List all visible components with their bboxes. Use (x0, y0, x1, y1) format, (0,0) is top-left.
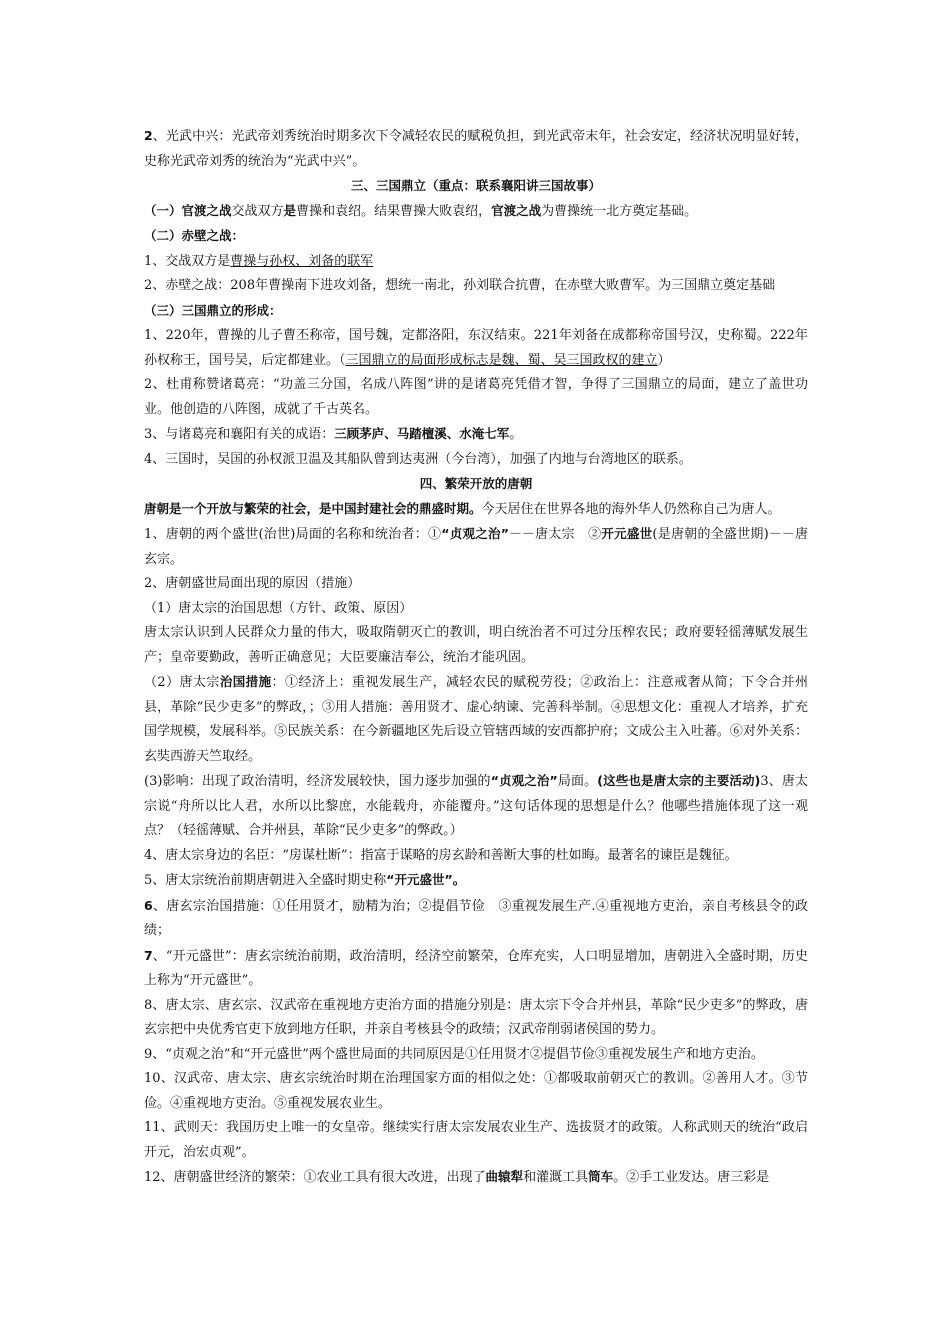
bold-term: 开元盛世 (601, 526, 653, 541)
paragraph-tang-2-3 (144, 769, 808, 844)
paragraph-tang-10: 10、汉武帝、唐太宗、唐玄宗统治时期在治理国家方面的相似之处：①都吸取前朝灭亡的教训。②善用人才。③节俭。④重视地方吏治。⑤重视发展农业生。 (144, 1071, 808, 1111)
text: 为曹操统一北方奠定基础。 (541, 203, 698, 219)
text: 3、与诸葛亮和襄阳有关的成语： (144, 427, 335, 442)
paragraph-tang-intro (144, 497, 808, 523)
underlined-text: 三国鼎立的局面形成标志是魏、蜀、吴三国政权的建立 (345, 352, 658, 368)
text: 曹操和袁绍。结果曹操大败袁绍， (296, 203, 492, 219)
item-number: 7 (144, 947, 153, 963)
text: ） (657, 352, 671, 368)
text: 1、唐朝的两个盛世(治世)局面的名称和统治者：① (144, 527, 442, 542)
bold-term: （三）三国鼎立的形成： (144, 302, 282, 318)
paragraph-tang-1 (144, 522, 808, 572)
item-number: 6 (144, 897, 153, 913)
text: 、“开元盛世”：唐玄宗统治前期，政治清明，经济空前繁荣，仓库充实，人口明显增加，唐朝进入全盛时期，历史上称为“开元盛世”。 (144, 948, 808, 988)
underlined-text: 曹操与孙权、刘备的联军 (230, 253, 374, 269)
paragraph-tang-2-1-text: 唐太宗认识到人民群众力量的伟大，吸取隋朝灭亡的教训，明白统治者不可过分压榨农民；政府要轻徭薄赋发展生产；皇帝要勤政，善听正确意见；大臣要廉洁奉公，统治才能巩固。 (144, 625, 808, 665)
paragraph-formation-2: 2、杜甫称赞诸葛亮：“功盖三分国，名成八阵图”讲的是诸葛亮凭借才智，争得了三国鼎立的局面，建立了盖世功业。他创造的八阵图，成就了千古英名。 (144, 377, 808, 417)
paragraph-formation-1 (144, 324, 808, 373)
text: 5、唐太宗统治前期唐朝进入全盛时期史称 (144, 873, 387, 888)
bold-term: “开元盛世”。 (386, 872, 466, 887)
subheading-formation (144, 299, 808, 325)
bold-term: 三顾茅庐、马踏檀溪、水淹七军 (334, 426, 510, 441)
text: 。 (509, 427, 523, 442)
paragraph-chibi-1 (144, 250, 808, 275)
text: 、光武中兴：光武帝刘秀统治时期多次下令减轻农民的赋税负担，到光武帝末年，社会安定，经济状况明显好转，史称光武帝刘秀的统治为“光武中兴”。 (144, 129, 808, 169)
bold-term: “贞观之治” (441, 526, 509, 541)
item-number: 2 (144, 128, 153, 143)
paragraph-formation-3 (144, 422, 808, 448)
section-heading-tang: 四、繁荣开放的唐朝 (419, 476, 533, 491)
paragraph-tang-4: 4、唐太宗身边的名臣：“房谋杜断”：指富于谋略的房玄龄和善断大事的杜如晦。最著名的谏臣是魏征。 (144, 847, 738, 863)
section-heading-three-kingdoms: 三、三国鼎立（重点：联系襄阳讲三国故事） (350, 178, 601, 193)
text: 。②手工业发达。唐三彩是 (613, 1170, 770, 1185)
text: 交战双方 (231, 203, 284, 219)
paragraph-tang-8: 8、唐太宗、唐玄宗、汉武帝在重视地方吏治方面的措施分别是：唐太宗下令合并州县，革除“民少吏多”的弊政，唐玄宗把中央优秀官吏下放到地方任职，并亲自考核县令的政绩；汉武帝削弱诸侯国的势力。 (144, 997, 808, 1037)
text: (是唐朝的全盛世期)－－唐玄宗。 (144, 527, 808, 567)
subheading-chibi (144, 224, 808, 250)
text: ：①经济上：重视发展生产，减轻农民的赋税劳役；②政治上：注意戒奢从简；下令合并州县，革除“民少吏多”的弊政，；③用人措施：善用贤才、虚心纳谏、完善科举制。④思想文化：重视人才培养，扩充国学规模，发展科举。⑤民族关系：在今新疆地区先后设立管辖西域的安西都护府；文成公主入吐蕃。⑥对外关系：玄奘西游天竺取经。 (144, 675, 808, 764)
bold-term: (这些也是唐太宗的主要活动) (597, 773, 761, 788)
bold-term: 筒车 (588, 1169, 614, 1184)
bold-term: （二）赤壁之战： (144, 228, 245, 243)
text: （2）唐太宗 (144, 675, 220, 690)
bold-term: 是 (283, 202, 297, 218)
paragraph-tang-2-2 (144, 670, 808, 769)
bold-term: 官渡之战 (491, 202, 542, 218)
paragraph-tang-5 (144, 868, 808, 894)
text: －－唐太宗 ② (508, 527, 602, 542)
paragraph-tang-6 (144, 894, 808, 944)
text: 和灌溉工具 (523, 1170, 589, 1185)
paragraph-formation-4: 4、三国时，吴国的孙权派卫温及其船队曾到达夷洲（今台湾），加强了内地与台湾地区的联系。 (144, 451, 692, 467)
label: （一） (144, 202, 182, 218)
text: 今天居住在世界各地的海外华人仍然称自己为唐人。 (481, 501, 781, 517)
paragraph-tang-12 (144, 1165, 808, 1191)
text: 局面。 (557, 774, 598, 789)
paragraph-guandu (144, 199, 808, 225)
bold-term: 官渡之战 (181, 202, 232, 218)
paragraph-guangwu (144, 124, 808, 174)
paragraph-tang-7 (144, 944, 808, 994)
text: 、唐玄宗治国措施：①任用贤才，励精为治；②提倡节俭 ③重视发展生产.④重视地方吏治，亲自考核县令的政绩； (144, 898, 808, 938)
bold-term: 曲辕犁 (485, 1169, 524, 1184)
paragraph-tang-2: 2、唐朝盛世局面出现的原因（措施） (144, 576, 361, 591)
document-page (144, 124, 808, 1191)
paragraph-chibi-2: 2、赤壁之战：208年曹操南下进攻刘备，想统一南北，孙刘联合抗曹，在赤壁大败曹军。为三国鼎立奠定基础 (144, 278, 776, 293)
text: 3、唐太宗说“舟所以比人君，水所以比黎庶，水能载舟，亦能覆舟。”这句话体现的思想是什么？他哪些措施体现了这一观点？（轻徭薄赋、合并州县，革除“民少吏多”的弊政。） (144, 774, 808, 838)
bold-term: “贞观之治” (490, 773, 558, 788)
bold-term: 治国措施 (219, 674, 272, 689)
text: (3)影响：出现了政治清明，经济发展较快，国力逐步加强的 (144, 774, 491, 789)
paragraph-tang-2-1: （1）唐太宗的治国思想（方针、政策、原因） (144, 600, 413, 616)
paragraph-tang-11: 11、武则天：我国历史上唯一的女皇帝。继续实行唐太宗发展农业生产、选拔贤才的政策。人称武则天的统治“政启开元，治宏贞观”。 (144, 1120, 808, 1160)
bold-term: 唐朝是一个开放与繁荣的社会，是中国封建社会的鼎盛时期。 (144, 500, 482, 516)
text: 12、唐朝盛世经济的繁荣：①农业工具有很大改进，出现了 (144, 1170, 486, 1185)
text: 1、220年，曹操的儿子曹丕称帝，国号魏，定都洛阳，东汉结束。221年刘备在成都称帝国号汉，史称蜀。222年孙权称王，国号吴，后定都建业。（ (144, 328, 808, 368)
text: 1、交战双方是 (144, 253, 231, 269)
paragraph-tang-9: 9、“贞观之治”和“开元盛世”两个盛世局面的共同原因是①任用贤才②提倡节俭③重视发展生产和地方吏治。 (144, 1046, 764, 1062)
